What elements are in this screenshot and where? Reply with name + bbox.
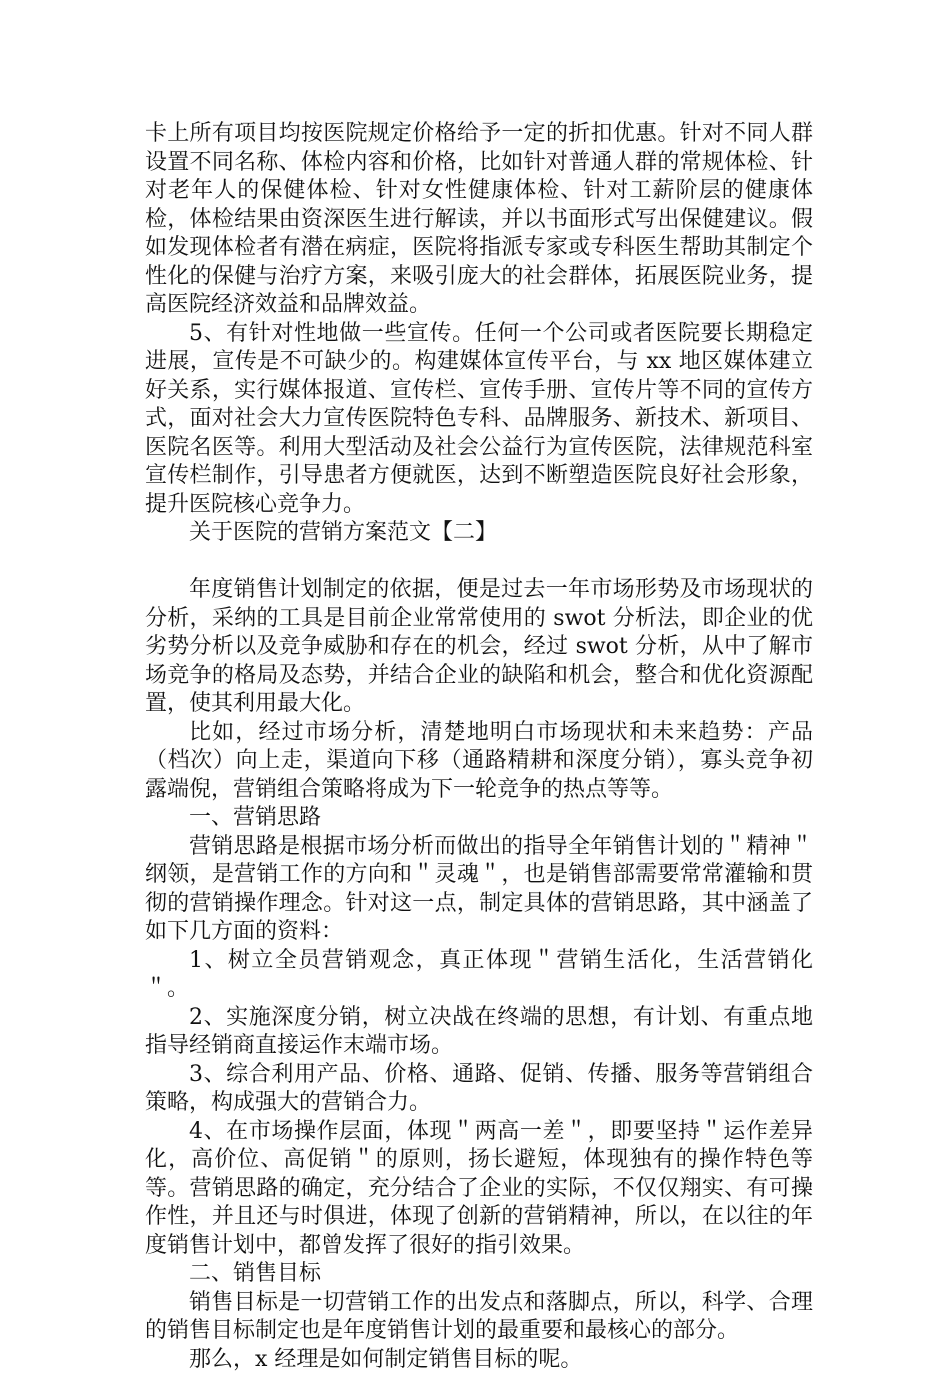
paragraph-sales-target: 销售目标是一切营销工作的出发点和落脚点，所以，科学、合理的销售目标制定也是年度销售计划的最重要和最核心的部分。 — [145, 1289, 813, 1346]
paragraph-market-analysis: 比如，经过市场分析，清楚地明白市场现状和未来趋势：产品（档次）向上走，渠道向下移（通路精耕和深度分销），寡头竞争初露端倪，营销组合策略将成为下一轮竞争的热点等等。 — [145, 719, 813, 805]
paragraph-plan-basis: 年度销售计划制定的依据，便是过去一年市场形势及市场现状的分析，采纳的工具是目前企业常常使用的 swot 分析法，即企业的优劣势分析以及竞争威胁和存在的机会，经过 swot 分析，从中了解市场竞争的格局及态势，并结合企业的缺陷和机会，整合和优化资源配置，使其利用最大化。 — [145, 576, 813, 719]
paragraph-continuation: 卡上所有项目均按医院规定价格给予一定的折扣优惠。针对不同人群设置不同名称、体检内容和价格，比如针对普通人群的常规体检、针对老年人的保健体检、针对女性健康体检、针对工薪阶层的健康体检，体检结果由资深医生进行解读，并以书面形式写出保健建议。假如发现体检者有潜在病症，医院将指派专家或专科医生帮助其制定个性化的保健与治疗方案，来吸引庞大的社会群体，拓展医院业务，提高医院经济效益和品牌效益。 — [145, 120, 813, 320]
paragraph-marketing-ideas: 营销思路是根据市场分析而做出的指导全年销售计划的＂精神＂纲领，是营销工作的方向和＂灵魂＂，也是销售部需要常常灌输和贯彻的营销操作理念。针对这一点，制定具体的营销思路，其中涵盖了如下几方面的资料： — [145, 833, 813, 947]
list-item-4: 4、在市场操作层面，体现＂两高一差＂，即要坚持＂运作差异化，高价位、高促销＂的原则，扬长避短，体现独有的操作特色等等。营销思路的确定，充分结合了企业的实际，不仅仅翔实、有可操作性，并且还与时俱进，体现了创新的营销精神，所以，在以往的年度销售计划中，都曾发挥了很好的指引效果。 — [145, 1118, 813, 1261]
paragraph-question: 那么，x 经理是如何制定销售目标的呢。 — [145, 1346, 813, 1374]
document-body — [145, 120, 813, 1374]
blank-line — [145, 548, 813, 577]
list-item-2: 2、实施深度分销，树立决战在终端的思想，有计划、有重点地指导经销商直接运作末端市场。 — [145, 1004, 813, 1061]
paragraph-publicity: 5、有针对性地做一些宣传。任何一个公司或者医院要长期稳定进展，宣传是不可缺少的。构建媒体宣传平台，与 xx 地区媒体建立好关系，实行媒体报道、宣传栏、宣传手册、宣传片等不同的宣传方式，面对社会大力宣传医院特色专科、品牌服务、新技术、新项目、医院名医等。利用大型活动及社会公益行为宣传医院，法律规范科室宣传栏制作，引导患者方便就医，达到不断塑造医院良好社会形象，提升医院核心竞争力。 — [145, 320, 813, 520]
section-heading-part-two: 关于医院的营销方案范文【二】 — [145, 519, 813, 548]
list-item-3: 3、综合利用产品、价格、通路、促销、传播、服务等营销组合策略，构成强大的营销合力。 — [145, 1061, 813, 1118]
list-item-1: 1、树立全员营销观念，真正体现＂营销生活化，生活营销化＂。 — [145, 947, 813, 1004]
heading-sales-target: 二、销售目标 — [145, 1260, 813, 1289]
heading-marketing-ideas: 一、营销思路 — [145, 804, 813, 833]
